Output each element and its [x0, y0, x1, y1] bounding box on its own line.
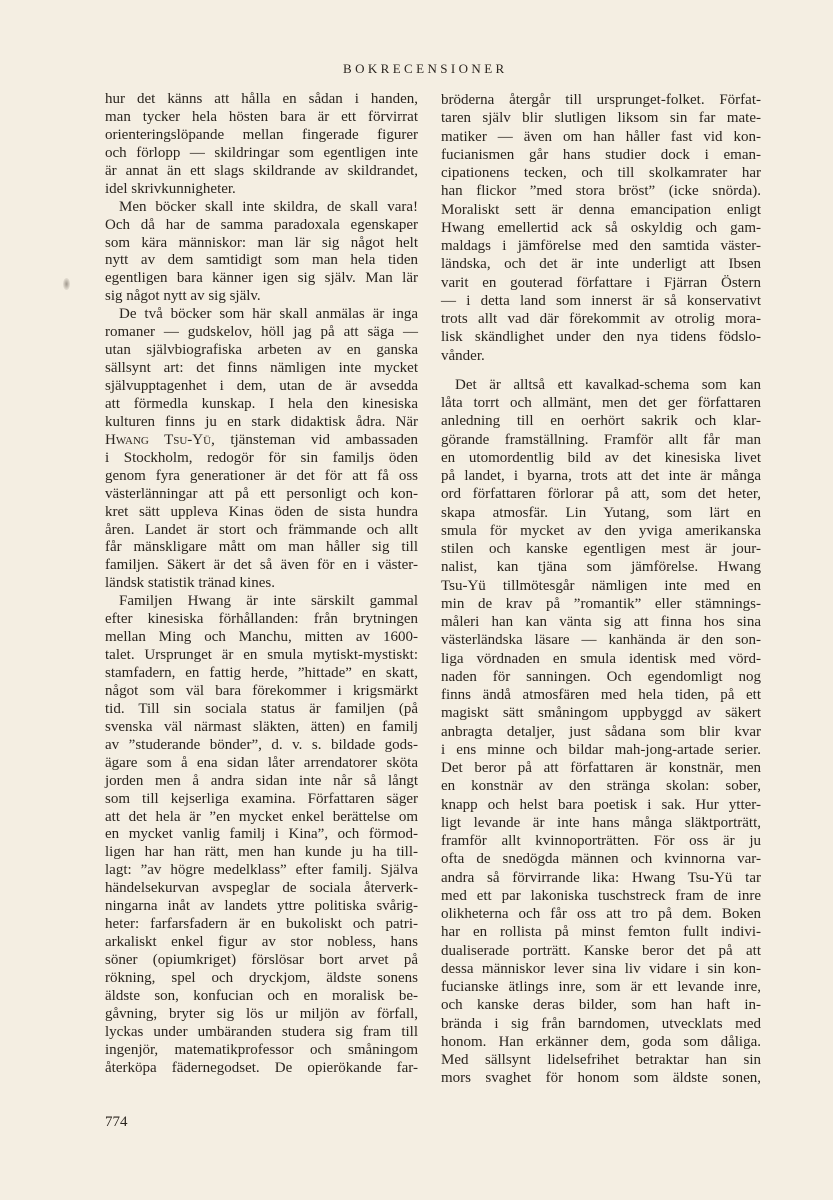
- line-text: lagt: ”av högre medelklass” efter familj. Själva: [105, 862, 418, 879]
- line-text: händelsekurvan avspeglar de sociala återverk-: [105, 880, 418, 897]
- line-text: västerlänningar att på ett personligt och kon-: [105, 485, 418, 502]
- text-line: [441, 522, 761, 540]
- text-line: [105, 217, 418, 235]
- line-text: ord författaren förlorar på att, som det heter,: [441, 486, 761, 503]
- line-text-rest: , tjänsteman vid ambassaden: [211, 431, 418, 448]
- text-line: [105, 611, 418, 629]
- paragraph: [105, 199, 418, 307]
- line-text: cipationens tecken, och till skolkamrater har: [441, 165, 761, 181]
- text-line: [105, 522, 418, 540]
- line-text: Hwang emellertid ack så oskyldig och gam-: [441, 219, 761, 236]
- line-text: maldags i jämförelse med den samtida väster-: [441, 238, 761, 254]
- text-line: [441, 704, 761, 722]
- line-text: brända i sig från barndomen, utvecklats med: [441, 1015, 761, 1032]
- text-line: [441, 201, 761, 219]
- text-line: [105, 916, 418, 934]
- line-text: andra så förvirrande lika: Hwang Tsu-Yü tar: [441, 869, 761, 886]
- text-line: [441, 255, 761, 273]
- line-text: en konstnär av den stränga skolan: sober,: [441, 778, 761, 795]
- line-text: varit en gouterad författare i Fjärran Östern: [441, 274, 761, 291]
- text-line: [105, 468, 418, 486]
- text-line: [441, 887, 761, 905]
- line-text: ofta de snedögda männen och kvinnorna var-: [441, 851, 761, 868]
- paragraph: [441, 376, 761, 1088]
- line-text: söner (opiumkriget) förslösar bort arvet på: [105, 952, 418, 968]
- text-line: [441, 668, 761, 686]
- text-line: [105, 898, 418, 916]
- paragraph: [105, 306, 418, 593]
- line-text: bröderna återgår till ursprunget-folket. Förfat-: [441, 92, 761, 108]
- line-text: sällsynt art: det finns nämligen inte mycket: [105, 360, 419, 377]
- line-text: tid. Till sin sociala status är familjen (på: [105, 700, 418, 717]
- line-text: fucianske ätlings inre, som är ett levande inre,: [441, 979, 761, 995]
- paragraph: [105, 91, 418, 199]
- line-text: äldste son, konfucian och en moralisk be-: [105, 987, 419, 1004]
- text-line: [441, 1051, 761, 1069]
- line-text: får mänskligare mått om man håller sig till: [105, 539, 418, 556]
- text-line: [441, 905, 761, 923]
- text-line: [105, 145, 418, 163]
- paragraph: [105, 593, 418, 1077]
- text-line: [441, 978, 761, 996]
- text-line: [105, 809, 418, 827]
- text-line: [441, 128, 761, 146]
- text-line: [441, 1015, 761, 1033]
- line-text: ningarna inåt av landets yttre politiska svårig-: [105, 898, 418, 915]
- text-line: [441, 832, 761, 850]
- text-line: [441, 723, 761, 741]
- line-text: orienteringslöpande mellan fingerade figurer: [105, 126, 418, 143]
- line-text: matiker — även om han håller fast vid kon-: [441, 128, 761, 145]
- text-line: [105, 181, 418, 199]
- text-line: [441, 686, 761, 704]
- line-text: hur det känns att hålla en sådan i handen,: [105, 91, 418, 107]
- text-line: [441, 796, 761, 814]
- line-text: ländsk statistik tränad kines.: [105, 575, 275, 592]
- author-name: Hwang Tsu-Yü: [105, 431, 212, 448]
- text-line: [105, 719, 418, 737]
- line-text: en mycket vanlig familj i Kina”, och förmod-: [105, 826, 418, 843]
- line-text: De två böcker som här skall anmälas är inga: [119, 306, 418, 323]
- text-line: [441, 613, 761, 631]
- line-text: ländska, och det är inte underligt att Ibsen: [441, 256, 761, 273]
- line-text: västerländska läsare — kanhända är den son-: [441, 632, 761, 649]
- text-line: [105, 988, 418, 1006]
- line-text: han flickor ”med stora bröst” (icke snörda).: [441, 183, 761, 200]
- line-text: i ens minne och bildar mah-jong-artade serier.: [441, 741, 761, 758]
- line-text: familjen. Säkert är det så även för en i väster-: [105, 557, 418, 574]
- text-line: [441, 942, 761, 960]
- text-line: [105, 557, 418, 575]
- line-text: honom. Han erkänner dem, goda som dåliga.: [441, 1033, 761, 1050]
- scan-smudge-mark: [63, 278, 70, 290]
- text-line: [441, 412, 761, 430]
- line-text: en utomordentlig bild av det kinesiska livet: [441, 449, 761, 466]
- line-text: gåvning, bryter sig lös ur miljön av förfall,: [105, 1005, 418, 1022]
- text-line: [105, 127, 418, 145]
- line-text: dualiserade porträtt. Kanske beror det på att: [441, 942, 761, 959]
- text-line: [105, 629, 418, 647]
- line-text: som till kejserliga examina. Författaren säger: [105, 790, 418, 807]
- line-text: trots allt vad där förekommit av otrolig mora-: [441, 311, 761, 327]
- line-text: framför allt kvinnoporträtten. För oss är ju: [441, 833, 761, 849]
- text-line: [441, 164, 761, 182]
- text-line: [105, 163, 418, 181]
- text-line: [105, 288, 418, 306]
- line-text: utan självbiografiska arbeten av en ganska: [105, 342, 418, 359]
- text-line: [441, 1033, 761, 1051]
- line-text: och kanske deras bilder, som han haft in-: [441, 997, 761, 1014]
- text-line: [441, 274, 761, 292]
- line-text: skapa atmosfär. Lin Yutang, som lärt en: [441, 504, 761, 521]
- line-text: finns ändå atmosfären med hela tiden, på ett: [441, 687, 761, 703]
- line-text: Med sällsynt lidelsefrihet betraktar han sin: [441, 1052, 761, 1068]
- line-text: att det hela är ”en mycket enkel berättelse om: [105, 808, 418, 825]
- line-text: arkaliskt enkel figur av stor nobless, hans: [105, 934, 418, 951]
- text-line: [441, 394, 761, 412]
- line-text: mors svaghet för honom som äldste sonen,: [441, 1070, 761, 1087]
- text-line: [105, 252, 418, 270]
- text-line: [105, 970, 418, 988]
- line-text: min de krav på ”romantik” eller stämnings-: [441, 595, 761, 612]
- line-text: naden för sanningen. Och egendomligt nog: [441, 668, 761, 685]
- text-line: [441, 631, 761, 649]
- line-text: självupptagenhet i dem, utan de är avsedda: [105, 378, 418, 394]
- text-line: [441, 650, 761, 668]
- line-text: Moraliskt sett är denna emancipation enligt: [441, 201, 761, 218]
- line-text: Tsu-Yü tillmötesgår nämligen inte med en: [441, 577, 761, 594]
- line-text: ingenjör, matematikprofessor och småningom: [105, 1041, 418, 1058]
- text-line: [441, 923, 761, 941]
- text-line: [105, 826, 418, 844]
- text-line: [441, 996, 761, 1014]
- text-line: [105, 952, 418, 970]
- text-line: [441, 328, 761, 346]
- line-text: magiskt sätt småningom uppbyggd av säkert: [441, 705, 761, 722]
- line-text: lyckas under umbäranden studera sig fram till: [105, 1023, 418, 1040]
- text-line: [441, 431, 761, 449]
- line-text: svenska väl närmast släkten, ätten) en familj: [105, 718, 418, 735]
- text-line: [105, 701, 418, 719]
- text-line: [105, 342, 418, 360]
- text-line: [105, 755, 418, 773]
- text-line: [105, 450, 418, 468]
- text-column-left: [105, 91, 418, 1078]
- text-line: [441, 347, 761, 365]
- text-line: [441, 558, 761, 576]
- line-text: kulturen finns ju en stark didaktisk ådra. När: [105, 413, 419, 430]
- line-text: ägare som å ena sidan låter arrendatorer sköta: [105, 754, 418, 771]
- line-text: anledning till en oerhört sakrik och klar-: [441, 413, 761, 430]
- text-line: [105, 360, 418, 378]
- text-line: [105, 414, 418, 432]
- line-text: mellan Ming och Manchu, mitten av 1600-: [105, 629, 418, 646]
- text-line: [105, 235, 418, 253]
- text-line: [441, 109, 761, 127]
- text-line: [441, 595, 761, 613]
- paragraph: [441, 91, 761, 365]
- line-text: heter: farfarsfadern är en bukoliskt och patri-: [105, 916, 418, 933]
- line-text: Det beror på att författaren är konstnär, men: [441, 760, 761, 776]
- line-text: nalist, kan tjäna som jämförelse. Hwang: [441, 559, 761, 576]
- line-text: sig något nytt av sig själv.: [105, 288, 261, 305]
- line-text: taren själv blir slutligen liksom sin far mate-: [441, 110, 761, 127]
- line-text: Det är alltså ett kavalkad-schema som kan: [455, 376, 761, 393]
- text-line: [441, 1069, 761, 1087]
- text-line: [105, 306, 418, 324]
- text-line: [105, 844, 418, 862]
- line-text: åren. Landet är stort och främmande och allt: [105, 521, 418, 538]
- text-line: [105, 1006, 418, 1024]
- line-text: som kära människor: man lär sig något helt: [105, 234, 418, 251]
- line-text: i Stockholm, redogör för sin familjs öden: [105, 449, 418, 466]
- text-line: [441, 850, 761, 868]
- line-text: jorden men å andra sidan inte når så långt: [105, 772, 418, 789]
- text-line: [441, 237, 761, 255]
- text-line: [105, 486, 418, 504]
- text-line: [105, 593, 418, 611]
- line-text: [105, 432, 418, 450]
- text-line: [105, 737, 418, 755]
- line-text: man tycker hela hösten bara är ett förvirrat: [105, 108, 418, 125]
- text-line: [441, 759, 761, 777]
- text-line: [441, 869, 761, 887]
- line-text: talet. Ursprunget är en smula mytiskt-mystiskt:: [105, 647, 418, 664]
- text-line: [441, 182, 761, 200]
- line-text: låta torrt och allmänt, men det ger författaren: [441, 395, 761, 411]
- line-text: rökning, spel och dryckjom, äldste sonens: [105, 969, 418, 986]
- text-line: [441, 376, 761, 394]
- text-line: [441, 777, 761, 795]
- line-text: med ett par lakoniska tuschstreck fram de inre: [441, 887, 761, 904]
- line-text: genom fyra generationer är det för att få oss: [105, 467, 419, 484]
- text-line: [105, 1024, 418, 1042]
- line-text: har en rollista på minst femton fullt indivi-: [441, 924, 761, 941]
- line-text: på landet, i byarna, trots att det inte är många: [441, 468, 761, 484]
- line-text: — i detta land som innerst är så konservativt: [441, 292, 761, 309]
- line-text: knapp och helst bara poetisk i sak. Hur ytter-: [441, 796, 761, 813]
- line-text: Men böcker skall inte skildra, de skall vara!: [119, 198, 418, 215]
- line-text: kret sätt uppleva Kinas öden de sista hundra: [105, 503, 418, 520]
- text-line: [105, 396, 418, 414]
- text-line: [441, 960, 761, 978]
- text-line: [105, 109, 418, 127]
- text-line: [441, 292, 761, 310]
- text-line: [105, 773, 418, 791]
- text-column-right: [441, 91, 761, 1088]
- text-line: [441, 467, 761, 485]
- running-head: BOKRECENSIONER: [343, 61, 508, 76]
- line-text: egentligen bara känner igen sig själv. Man lär: [105, 270, 418, 287]
- line-text: dessa människor lever sina liv vidare i sin kon-: [441, 960, 761, 977]
- text-line: [105, 575, 418, 593]
- line-text: återköpa fädernegodset. De opierökande far-: [105, 1059, 418, 1076]
- line-text: smula för mycket av den yviga amerikanska: [441, 522, 761, 539]
- line-text: vånder.: [441, 347, 485, 364]
- line-text: ligen har han rätt, men han kunde ju ha till-: [105, 844, 419, 861]
- line-text: ligt levande är inte hans många släktporträtt,: [441, 814, 761, 831]
- text-line: [441, 814, 761, 832]
- text-line: [441, 310, 761, 328]
- line-text: av ”studerande bönder”, d. v. s. bildade gods-: [105, 736, 418, 753]
- text-line: [441, 449, 761, 467]
- text-line: [105, 934, 418, 952]
- text-line: [441, 540, 761, 558]
- text-line: [105, 270, 418, 288]
- text-line: [105, 199, 418, 217]
- line-text: stamfadern, en fattig herde, ”hittade” en skatt,: [105, 665, 418, 681]
- text-line: [441, 577, 761, 595]
- text-line: [105, 91, 418, 109]
- line-text: och förlopp — skildringar som egentligen inte: [105, 144, 418, 161]
- line-text: görande framställning. Framför allt får man: [441, 431, 761, 448]
- text-line: [105, 665, 418, 683]
- text-line: [105, 880, 418, 898]
- line-text: liga vördnaden en smula identisk med vörd-: [441, 650, 761, 667]
- text-line: [441, 91, 761, 109]
- text-line: [105, 1042, 418, 1060]
- line-text: Och då har de samma paradoxala egenskaper: [105, 216, 418, 233]
- line-text: efter kinesiska förhållanden: från brytningen: [105, 611, 418, 628]
- text-line: [105, 504, 418, 522]
- line-text: stilen och kanske egentligen mest är jour-: [441, 541, 761, 557]
- text-line: [105, 432, 418, 450]
- text-line: [105, 324, 418, 342]
- line-text: lisk skändlighet under den nya tidens födslo-: [441, 329, 761, 346]
- line-text: idel skrivkunnigheter.: [105, 180, 236, 197]
- line-text: att förmedla kunskap. I hela den kinesiska: [105, 395, 418, 412]
- text-line: [105, 539, 418, 557]
- text-line: [105, 378, 418, 396]
- line-text: romaner — gudskelov, höll jag på att säga —: [105, 324, 419, 341]
- line-text: måleri han kan vänta sig att finna hos sina: [441, 614, 761, 630]
- text-line: [105, 791, 418, 809]
- line-text: Familjen Hwang är inte särskilt gammal: [119, 593, 418, 610]
- line-text: anbragta detaljer, just sådana som blir kvar: [441, 723, 761, 740]
- line-text: något som väl bara förekommer i krigsmärkt: [105, 682, 418, 699]
- text-line: [105, 647, 418, 665]
- text-line: [105, 862, 418, 880]
- text-line: [441, 485, 761, 503]
- line-text: nytt av dem samtidigt som man hela tiden: [105, 252, 418, 269]
- line-text: olikheterna och får oss att tro på dem. Boken: [441, 906, 761, 922]
- text-line: [441, 741, 761, 759]
- text-line: [441, 219, 761, 237]
- line-text: fucianismen går hans studier dock i eman-: [441, 146, 761, 163]
- text-line: [105, 1060, 418, 1078]
- line-text: är annat än ett slags skildrande av skildrandet,: [105, 162, 418, 179]
- text-line: [441, 504, 761, 522]
- text-line: [441, 146, 761, 164]
- page-number: 774: [105, 1114, 128, 1130]
- text-line: [105, 683, 418, 701]
